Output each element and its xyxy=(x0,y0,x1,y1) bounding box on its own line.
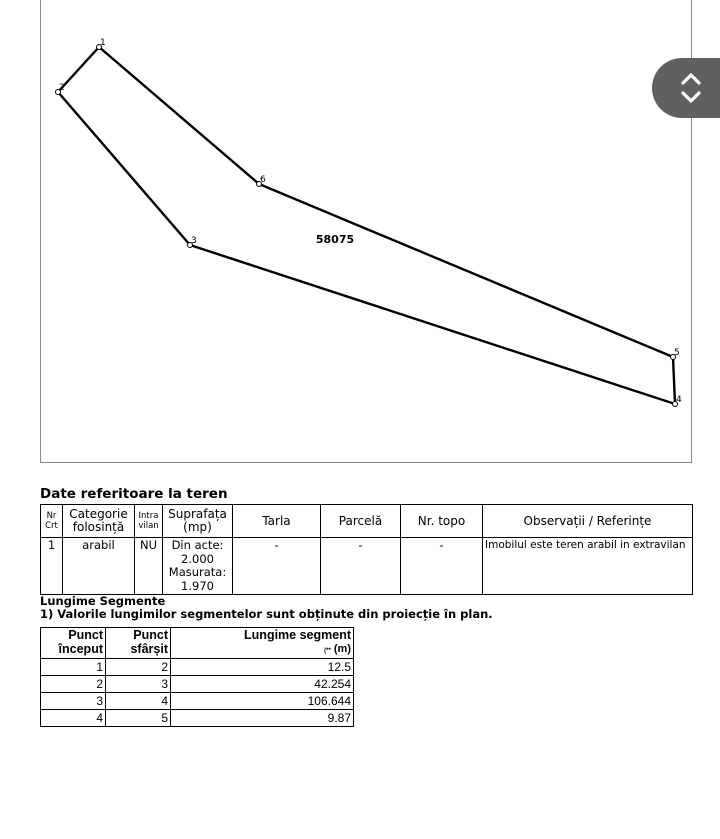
table-row xyxy=(41,538,693,595)
parcel-plan xyxy=(41,0,691,462)
segment-length: 12.5 xyxy=(171,659,354,676)
segmente-table xyxy=(40,627,354,727)
teren-table xyxy=(40,504,693,595)
segmente-title: Lungime Segmente xyxy=(40,594,166,608)
header-categorie: Categorie folosință xyxy=(63,505,135,538)
suprafata-masurata-label: Masurata: xyxy=(168,565,227,579)
segment-start: 4 xyxy=(41,710,106,727)
cell-categorie: arabil xyxy=(63,538,135,595)
cell-suprafata xyxy=(163,538,233,595)
header-lungime-unit-wrap xyxy=(173,642,351,658)
survey-point-label: 2 xyxy=(59,83,65,93)
parcel-plan-frame xyxy=(40,0,692,463)
segmente-note: 1) Valorile lungimilor segmentelor sunt obținute din proiecție în plan. xyxy=(40,607,493,621)
cell-intravilan: NU xyxy=(135,538,163,595)
table-row xyxy=(41,710,354,727)
header-observatii: Observații / Referințe xyxy=(483,505,693,538)
table-row xyxy=(41,676,354,693)
segment-length: 9.87 xyxy=(171,710,354,727)
segment-end: 3 xyxy=(106,676,171,693)
header-suprafata: Suprafața (mp) xyxy=(163,505,233,538)
cell-parcela: - xyxy=(321,538,401,595)
chevron-up-down-icon xyxy=(678,70,704,106)
parcel-outline xyxy=(58,47,675,404)
segment-start: 3 xyxy=(41,693,106,710)
table-header-row xyxy=(41,505,693,538)
segment-end: 5 xyxy=(106,710,171,727)
suprafata-acte-value: 2.000 xyxy=(181,551,214,566)
segment-start: 2 xyxy=(41,676,106,693)
segmente-header-row xyxy=(41,628,354,659)
segment-end: 4 xyxy=(106,693,171,710)
parcel-label: 58075 xyxy=(315,233,355,246)
survey-point-label: 1 xyxy=(100,38,106,48)
header-lungime-label: Lungime segment xyxy=(244,628,351,642)
header-parcela: Parcelă xyxy=(321,505,401,538)
scroll-toggle-button[interactable] xyxy=(652,58,720,118)
survey-point-label: 4 xyxy=(676,395,682,405)
cell-observatii: Imobilul este teren arabil in extravilan xyxy=(483,538,693,595)
header-nr-crt: Nr Crt xyxy=(41,505,63,538)
header-intravilan: Intra vilan xyxy=(135,505,163,538)
header-punct-inceput: Punct început xyxy=(41,628,106,659)
header-lungime-unit: (m) xyxy=(333,643,351,655)
segment-length: 42.254 xyxy=(171,676,354,693)
segment-start: 1 xyxy=(41,659,106,676)
cell-nr-topo: - xyxy=(401,538,483,595)
header-tarla: Tarla xyxy=(233,505,321,538)
header-lungime-segment xyxy=(171,628,354,659)
survey-point-label: 3 xyxy=(191,236,197,246)
survey-point-label: 6 xyxy=(260,175,266,185)
suprafata-masurata-value: 1.970 xyxy=(181,578,214,593)
suprafata-acte-label: Din acte: xyxy=(171,538,224,552)
segment-end: 2 xyxy=(106,659,171,676)
segmente-section xyxy=(40,595,493,621)
cell-tarla: - xyxy=(233,538,321,595)
segment-length: 106.644 xyxy=(171,693,354,710)
header-punct-sfarsit: Punct sfârșit xyxy=(106,628,171,659)
cell-nr-crt: 1 xyxy=(41,538,63,595)
header-nr-topo: Nr. topo xyxy=(401,505,483,538)
teren-section-title: Date referitoare la teren xyxy=(40,486,228,502)
table-row xyxy=(41,659,354,676)
table-row xyxy=(41,693,354,710)
survey-point-label: 5 xyxy=(674,348,680,358)
header-lungime-mark: (** xyxy=(324,648,331,654)
